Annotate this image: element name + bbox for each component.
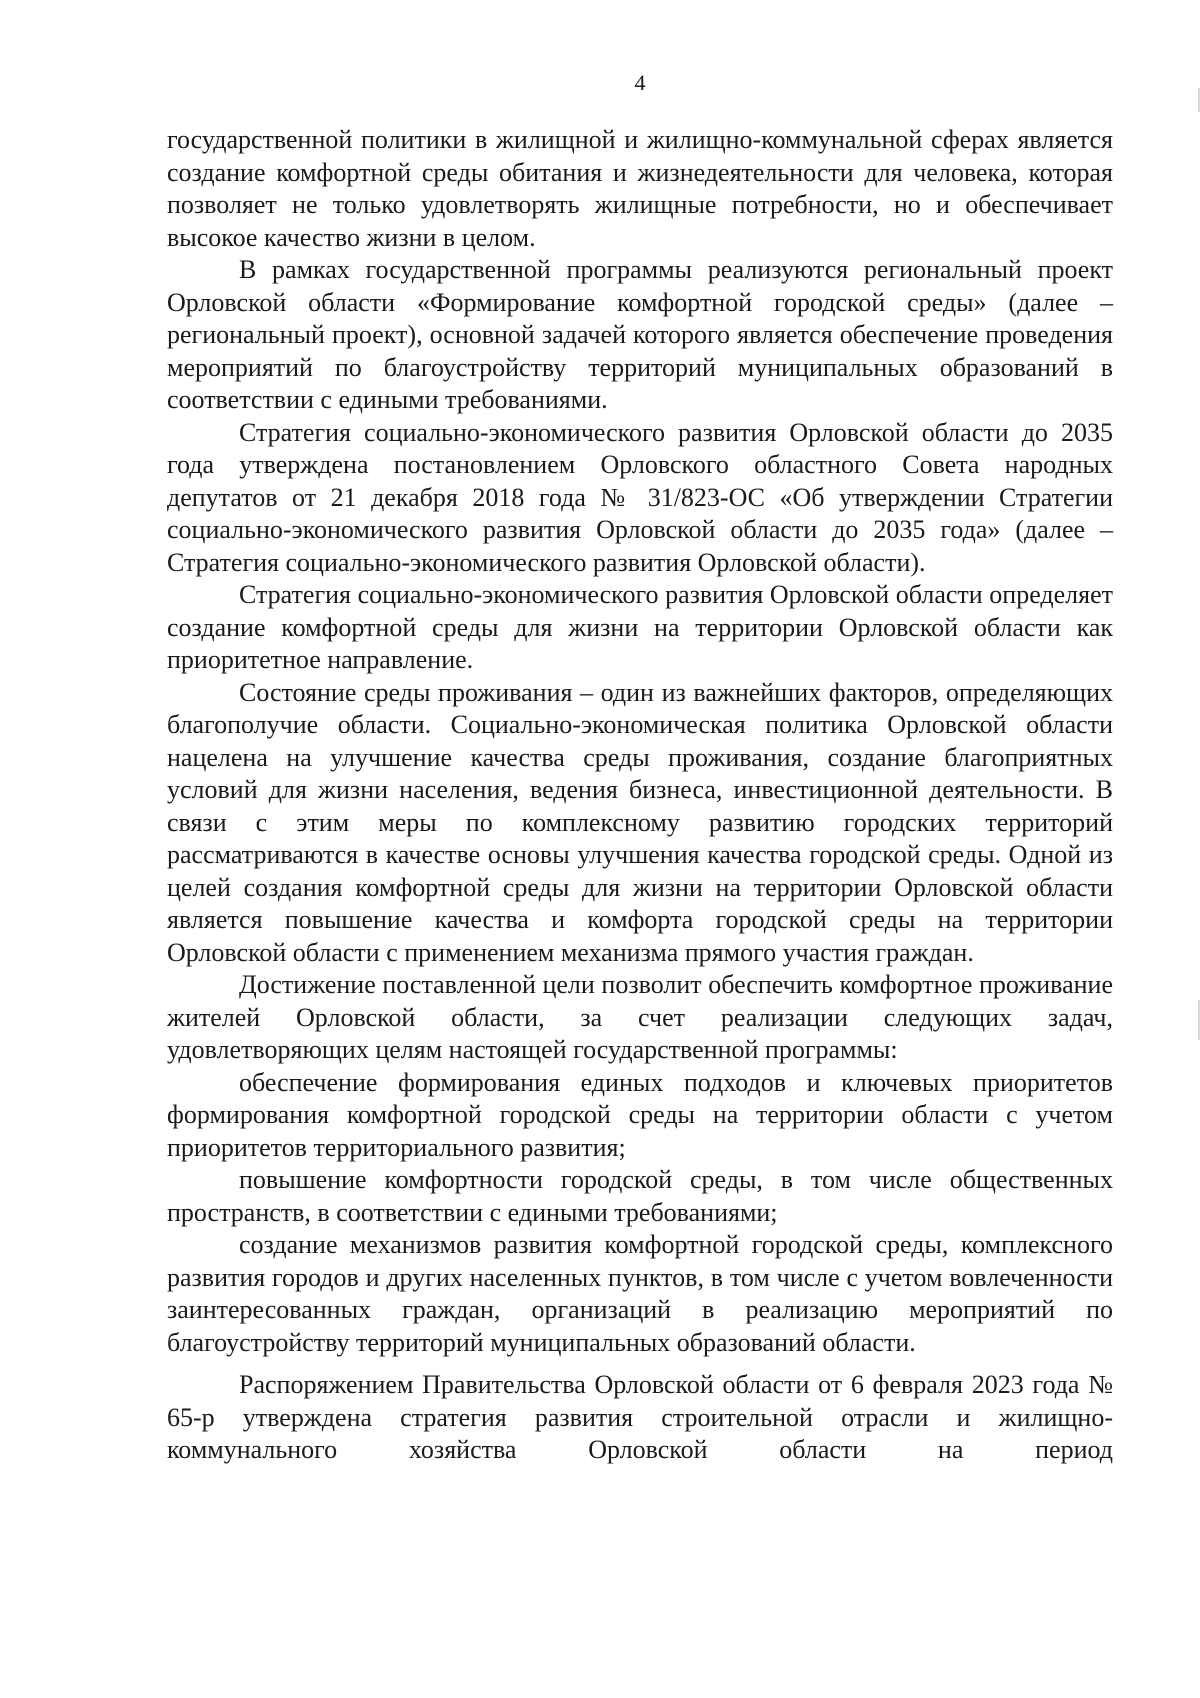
list-item-comfort-improvement: повышение комфортности городской среды, в том числе общественных пространств, в соответствии с едиными требованиями; <box>167 1165 1113 1227</box>
paragraph-living-environment: Состояние среды проживания – один из важнейших факторов, определяющих благополучие области. Социально-экономическая политика Орловской области нацелена на улучшение качества среды проживания, создание благоприятных условий для жизни населения, ведения бизнеса, инвестиционной деятельности. В связи с этим меры по комплексному развитию городских территорий рассматриваются в качестве основы улучшения качества городской среды. Одной из целей создания комфортной среды для жизни на территории Орловской области является повышение качества и комфорта городской среды на территории Орловской области с применением механизма прямого участия граждан. <box>167 677 1113 967</box>
paragraph-policy-continuation: государственной политики в жилищной и жилищно-коммунальной сферах является создание комфортной среды обитания и жизнедеятельности для человека, которая позволяет не только удовлетворять жилищные потребности, но и обеспечивает высокое качество жизни в целом. <box>167 125 1113 252</box>
page-number: 4 <box>634 70 646 95</box>
paragraph-government-order: Распоряжением Правительства Орловской области от 6 февраля 2023 года № 65-р утверждена стратегия развития строительной отрасли и жилищно-коммунального хозяйства Орловской области на период <box>167 1370 1113 1464</box>
paragraph-regional-project: В рамках государственной программы реализуются региональный проект Орловской области «Формирование комфортной городской среды» (далее – региональный проект), основной задачей которого является обеспечение проведения мероприятий по благоустройству территорий муниципальных образований в соответствии с едиными требованиями. <box>167 255 1113 414</box>
paragraph-goal-achievement: Достижение поставленной цели позволит обеспечить комфортное проживание жителей Орловской области, за счет реализации следующих задач, удовлетворяющих целям настоящей государственной программы: <box>167 970 1113 1064</box>
list-item-unified-approaches: обеспечение формирования единых подходов и ключевых приоритетов формирования комфортной городской среды на территории области с учетом приоритетов территориального развития; <box>167 1067 1113 1162</box>
paragraph-strategy-priority: Стратегия социально-экономического развития Орловской области определяет создание комфортной среды для жизни на территории Орловской области как приоритетное направление. <box>167 580 1113 674</box>
document-body <box>167 124 1113 1467</box>
list-item-development-mechanisms: создание механизмов развития комфортной городской среды, комплексного развития городов и других населенных пунктов, в том числе с учетом вовлеченности заинтересованных граждан, организаций в реализацию мероприятий по благоустройству территорий муниципальных образований области. <box>167 1230 1113 1357</box>
paragraph-strategy-approval: Стратегия социально-экономического развития Орловской области до 2035 года утверждена постановлением Орловского областного Совета народных депутатов от 21 декабря 2018 года № 31/823-ОС «Об утверждении Стратегии социально-экономического развития Орловской области до 2035 года» (далее – Стратегия социально-экономического развития Орловской области). <box>167 417 1113 577</box>
